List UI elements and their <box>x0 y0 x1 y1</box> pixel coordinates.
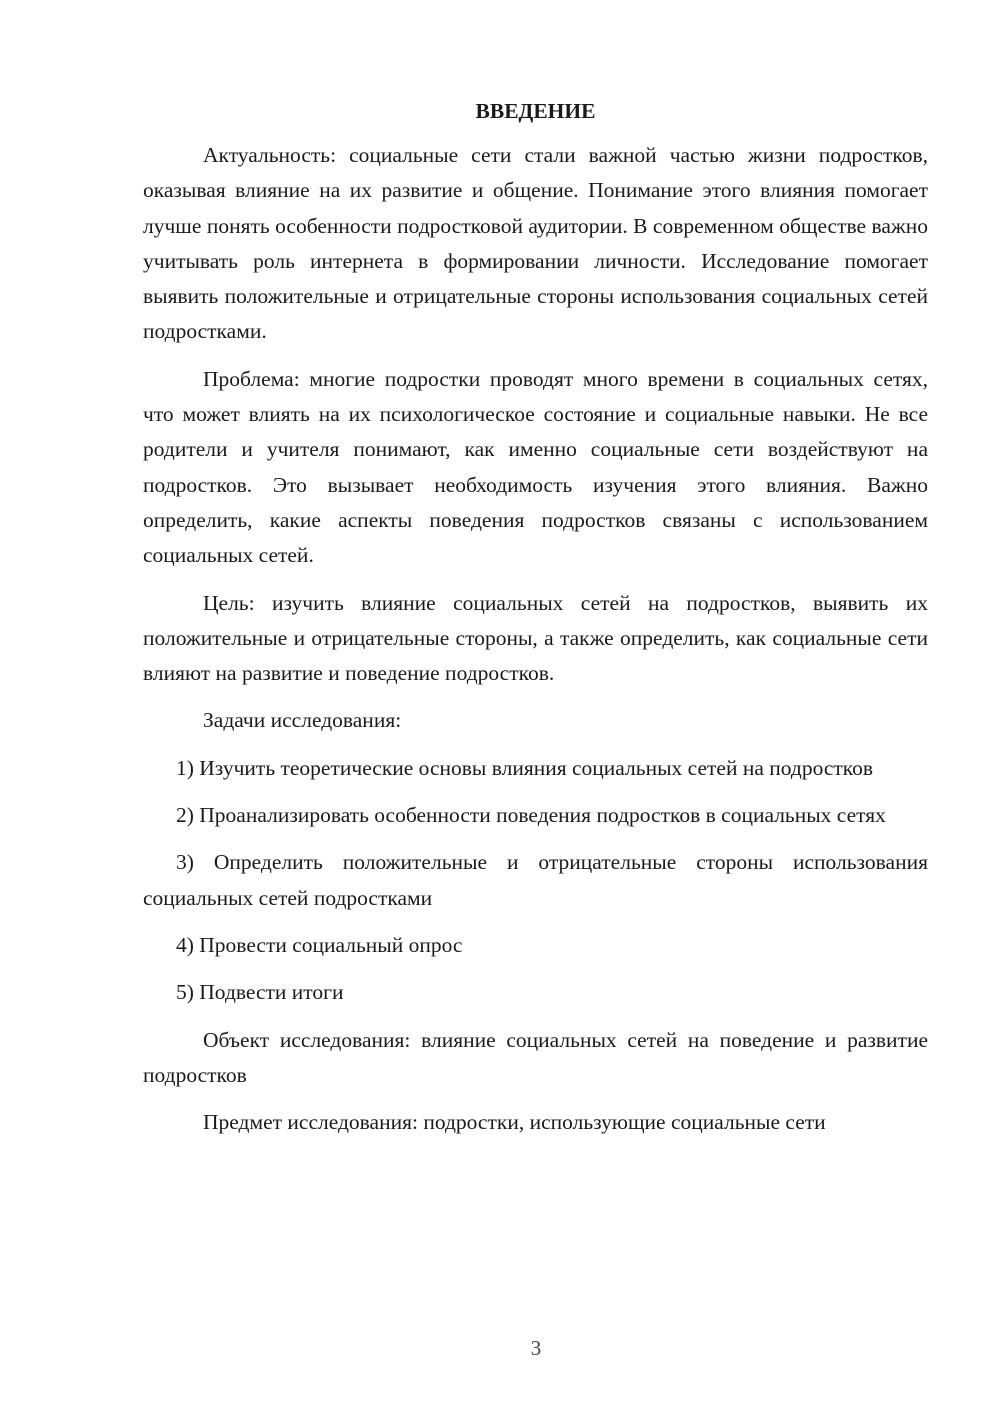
paragraph-relevance: Актуальность: социальные сети стали важной частью жизни подростков, оказывая влияние на их развитие и общение. Понимание этого влияния помогает лучше понять особенности подростковой аудитории. В современном обществе важно учитывать роль интернета в формировании личности. Исследование помогает выявить положительные и отрицательные стороны использования социальных сетей подростками. <box>143 143 928 344</box>
paragraph-tasks-heading: Задачи исследования: <box>203 708 402 733</box>
page-title: ВВЕДЕНИЕ <box>475 99 596 123</box>
task-item-5: 5) Подвести итоги <box>176 980 344 1005</box>
paragraph-object: Объект исследования: влияние социальных сетей на поведение и развитие подростков <box>143 1027 928 1087</box>
page-number: 3 <box>530 1336 542 1360</box>
paragraph-problem: Проблема: многие подростки проводят много времени в социальных сетях, что может влиять на их психологическое состояние и социальные навыки. Не все родители и учителя понимают, как именно социальные сети воздействуют на подростков. Это вызывает необходимость изучения этого влияния. Важно определить, какие аспекты поведения подростков связаны с использованием социальных сетей. <box>143 366 928 568</box>
task-item-2: 2) Проанализировать особенности поведения подростков в социальных сетях <box>176 803 886 828</box>
paragraph-goal: Цель: изучить влияние социальных сетей на подростков, выявить их положительные и отрицательные стороны, а также определить, как социальные сети влияют на развитие и поведение подростков. <box>143 590 928 686</box>
paragraph-subject: Предмет исследования: подростки, использующие социальные сети <box>203 1110 826 1135</box>
task-item-3: 3) Определить положительные и отрицательные стороны использования социальных сетей подростками <box>143 850 928 910</box>
page-content <box>143 96 928 1152</box>
task-item-4: 4) Провести социальный опрос <box>176 932 463 957</box>
task-item-1: 1) Изучить теоретические основы влияния социальных сетей на подростков <box>176 755 874 780</box>
